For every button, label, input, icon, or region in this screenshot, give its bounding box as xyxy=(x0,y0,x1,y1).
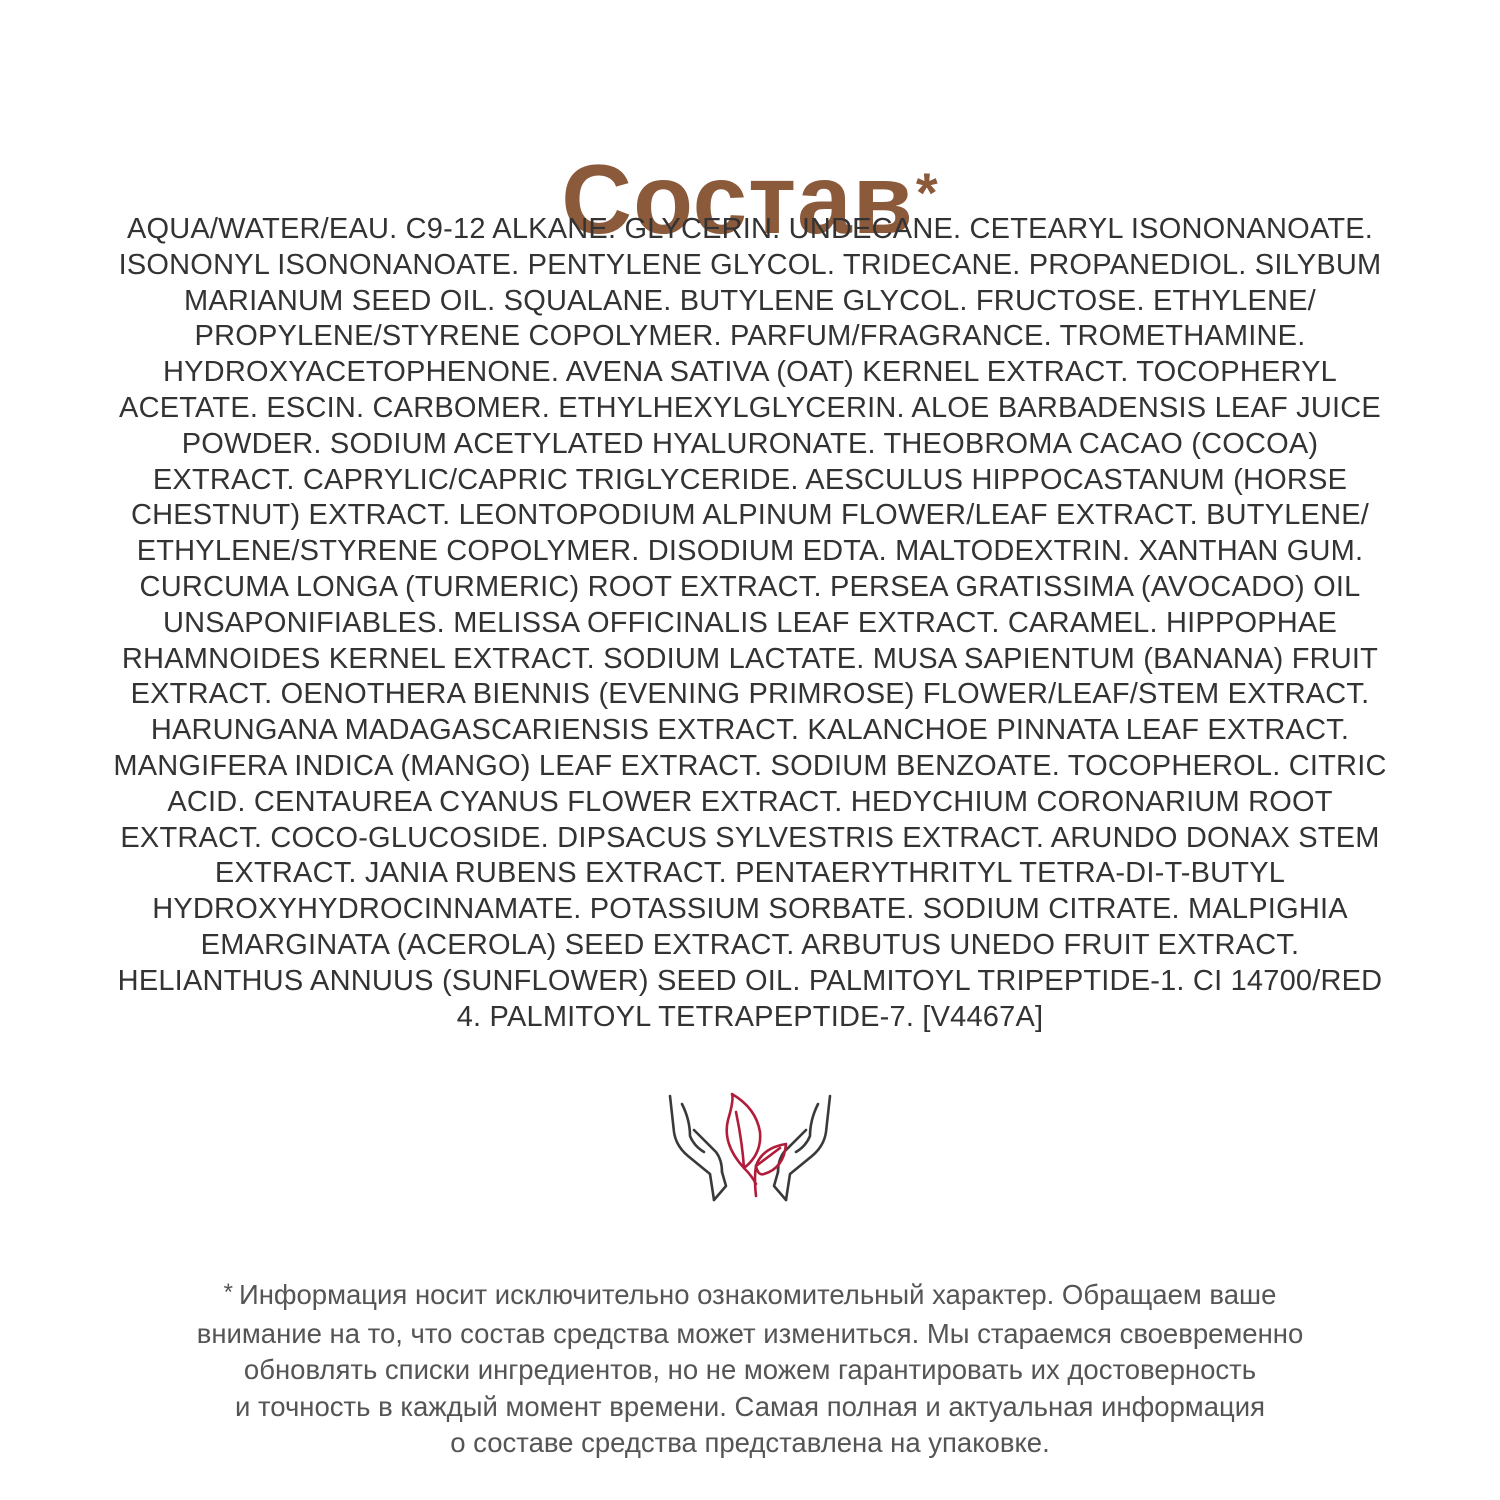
ingredients-line: HYDROXYACETOPHENONE. AVENA SATIVA (OAT) KERNEL EXTRACT. TOCOPHERYL xyxy=(162,356,1338,389)
ingredients-line: EXTRACT. JANIA RUBENS EXTRACT. PENTAERYTHRITYL TETRA-DI-T-BUTYL xyxy=(214,857,1286,890)
title-text: Состав xyxy=(561,143,914,254)
ingredients-line: AQUA/WATER/EAU. C9-12 ALKANE. GLYCERIN. UNDECANE. CETEARYL ISONONANOATE. xyxy=(126,213,1374,245)
ingredients-line: POWDER. SODIUM ACETYLATED HYALURONATE. THEOBROMA CACAO (COCOA) xyxy=(181,427,1319,460)
ingredients-line: ETHYLENE/STYRENE COPOLYMER. DISODIUM EDTA. MALTODEXTRIN. XANTHAN GUM. xyxy=(136,535,1364,568)
ingredients-line: HELIANTHUS ANNUUS (SUNFLOWER) SEED OIL. PALMITOYL TRIPEPTIDE-1. CI 14700/RED xyxy=(117,964,1383,997)
ingredients-line: EXTRACT. OENOTHERA BIENNIS (EVENING PRIMROSE) FLOWER/LEAF/STEM EXTRACT. xyxy=(130,678,1370,711)
disclaimer-line: внимание на то, что состав средства может измениться. Мы стараемся своевременно xyxy=(196,1317,1304,1349)
ingredients-line: ACID. CENTAUREA CYANUS FLOWER EXTRACT. HEDYCHIUM CORONARIUM ROOT xyxy=(167,785,1333,818)
ingredients-list xyxy=(70,212,1430,1035)
leaves-icon xyxy=(727,1094,786,1196)
ingredients-line: EXTRACT. CAPRYLIC/CAPRIC TRIGLYCERIDE. AESCULUS HIPPOCASTANUM (HORSE xyxy=(152,463,1348,496)
ingredients-line: RHAMNOIDES KERNEL EXTRACT. SODIUM LACTATE. MUSA SAPIENTUM (BANANA) FRUIT xyxy=(121,642,1379,675)
disclaimer-asterisk: * xyxy=(223,1279,233,1306)
ingredients-line: MARIANUM SEED OIL. SQUALANE. BUTYLENE GLYCOL. FRUCTOSE. ETHYLENE/ xyxy=(184,284,1316,317)
ingredients-line: HYDROXYHYDROCINNAMATE. POTASSIUM SORBATE. SODIUM CITRATE. MALPIGHIA xyxy=(152,893,1348,926)
ingredients-line: EXTRACT. COCO-GLUCOSIDE. DIPSACUS SYLVESTRIS EXTRACT. ARUNDO DONAX STEM xyxy=(120,821,1380,854)
ingredients-line: MANGIFERA INDICA (MANGO) LEAF EXTRACT. SODIUM BENZOATE. TOCOPHEROL. CITRIC xyxy=(113,749,1387,782)
ingredients-line: ISONONYL ISONONANOATE. PENTYLENE GLYCOL. TRIDECANE. PROPANEDIOL. SILYBUM xyxy=(118,248,1382,281)
disclaimer-line xyxy=(40,1277,1460,1316)
disclaimer-line: обновлять списки ингредиентов, но не можем гарантировать их достоверность xyxy=(243,1354,1257,1385)
ingredients-line: CURCUMA LONGA (TURMERIC) ROOT EXTRACT. PERSEA GRATISSIMA (AVOCADO) OIL xyxy=(139,570,1361,603)
title-asterisk: * xyxy=(915,160,939,224)
disclaimer xyxy=(40,1277,1460,1462)
ingredients-line: PROPYLENE/STYRENE COPOLYMER. PARFUM/FRAGRANCE. TROMETHAMINE. xyxy=(194,320,1306,353)
hands-icon xyxy=(670,1096,830,1200)
hands-holding-leaves-icon xyxy=(660,1090,840,1210)
ingredients-line: 4. PALMITOYL TETRAPEPTIDE-7. [V4467A] xyxy=(456,1000,1044,1033)
disclaimer-line-text: Информация носит исключительно ознакомительный характер. Обращаем ваше xyxy=(238,1279,1277,1310)
ingredients-line: HARUNGANA MADAGASCARIENSIS EXTRACT. KALANCHOE PINNATA LEAF EXTRACT. xyxy=(150,714,1350,747)
ingredients-line: ACETATE. ESCIN. CARBOMER. ETHYLHEXYLGLYCERIN. ALOE BARBADENSIS LEAF JUICE xyxy=(119,391,1381,424)
ingredients-line: UNSAPONIFIABLES. MELISSA OFFICINALIS LEAF EXTRACT. CARAMEL. HIPPOPHAE xyxy=(162,606,1338,639)
disclaimer-line: о составе средства представлена на упаковке. xyxy=(450,1427,1050,1458)
ingredients-line: EMARGINATA (ACEROLA) SEED EXTRACT. ARBUTUS UNEDO FRUIT EXTRACT. xyxy=(200,928,1300,961)
ingredients-line: CHESTNUT) EXTRACT. LEONTOPODIUM ALPINUM FLOWER/LEAF EXTRACT. BUTYLENE/ xyxy=(130,499,1370,532)
disclaimer-line: и точность в каждый момент времени. Самая полная и актуальная информация xyxy=(234,1390,1265,1422)
